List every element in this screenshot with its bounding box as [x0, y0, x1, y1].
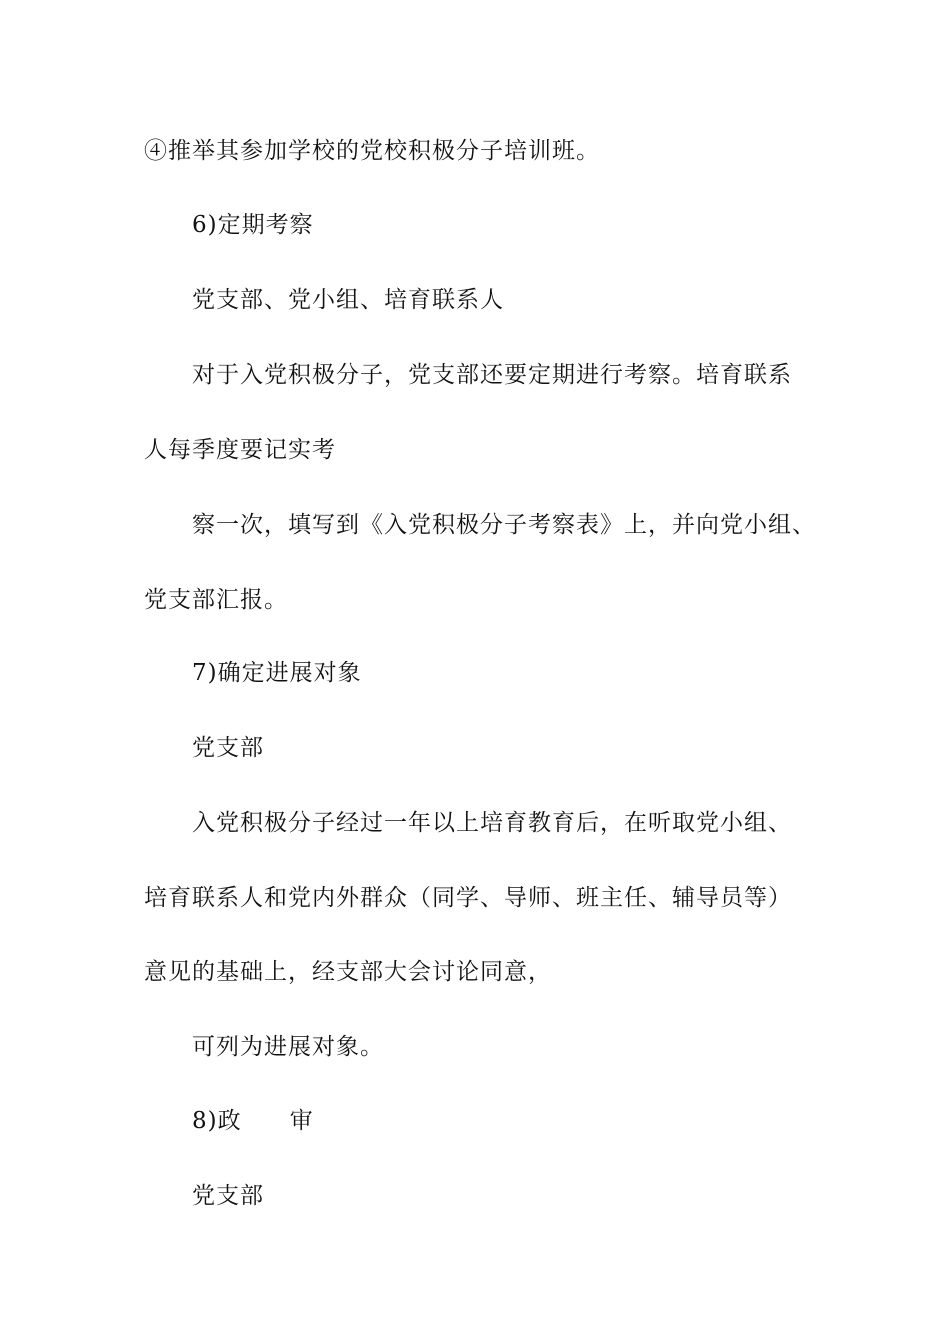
paragraph-line: 人每季度要记实考 — [144, 437, 336, 463]
section-heading-part: 审 — [289, 1108, 314, 1134]
section-heading — [192, 1106, 314, 1136]
paragraph-line: 培育联系人和党内外群众（同学、导师、班主任、辅导员等） — [144, 885, 792, 911]
paragraph-line: 可列为进展对象。 — [192, 1034, 384, 1060]
paragraph-line: 意见的基础上，经支部大会讨论同意， — [144, 959, 552, 985]
responsible-party: 党支部 — [192, 1183, 264, 1209]
section-heading-part: 8)政 — [192, 1108, 242, 1134]
paragraph-line: 入党积极分子经过一年以上培育教育后，在听取党小组、 — [192, 810, 792, 836]
section-heading: 6)定期考察 — [192, 212, 314, 238]
paragraph-line: 对于入党积极分子，党支部还要定期进行考察。培育联系 — [192, 362, 792, 388]
paragraph-line: ④推举其参加学校的党校积极分子培训班。 — [144, 138, 600, 164]
paragraph-line: 察一次，填写到《入党积极分子考察表》上，并向党小组、 — [192, 512, 816, 538]
responsible-party: 党支部 — [192, 735, 264, 761]
section-heading: 7)确定进展对象 — [192, 660, 362, 686]
paragraph-line: 党支部汇报。 — [144, 587, 288, 613]
responsible-party: 党支部、党小组、培育联系人 — [192, 287, 504, 313]
